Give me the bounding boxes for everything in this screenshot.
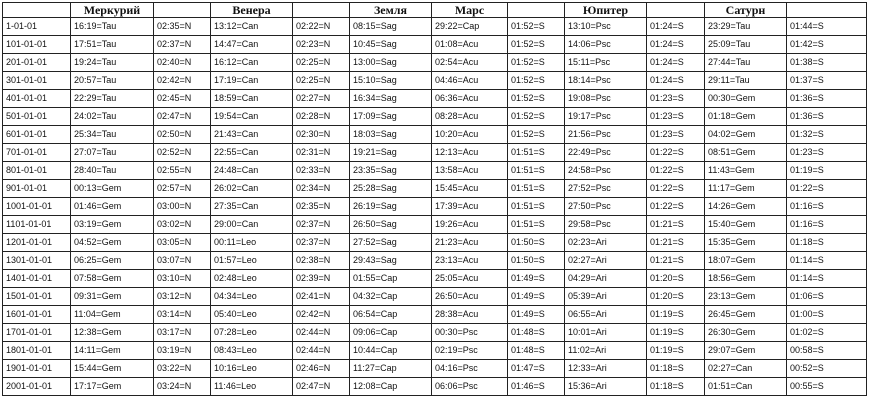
value-cell: 02:22=N — [293, 18, 350, 36]
value-cell: 00:30=Gem — [705, 90, 787, 108]
value-cell: 01:21=S — [647, 252, 705, 270]
value-cell: 02:25=N — [293, 54, 350, 72]
value-cell: 01:19=S — [647, 342, 705, 360]
value-cell: 01:22=S — [647, 180, 705, 198]
table-row — [3, 54, 867, 72]
value-cell: 09:31=Gem — [71, 288, 154, 306]
date-cell: 201-01-01 — [3, 54, 71, 72]
date-cell: 901-01-01 — [3, 180, 71, 198]
value-cell: 29:58=Psc — [565, 216, 647, 234]
value-cell: 01:52=S — [508, 108, 565, 126]
value-cell: 01:23=S — [647, 126, 705, 144]
value-cell: 01:21=S — [647, 216, 705, 234]
value-cell: 02:48=Leo — [211, 270, 293, 288]
value-cell: 01:36=S — [787, 90, 867, 108]
value-cell: 25:34=Tau — [71, 126, 154, 144]
table-row — [3, 72, 867, 90]
value-cell: 29:00=Can — [211, 216, 293, 234]
column-header — [508, 3, 565, 18]
value-cell: 06:36=Acu — [432, 90, 508, 108]
table-row — [3, 252, 867, 270]
value-cell: 03:19=N — [154, 342, 211, 360]
value-cell: 03:12=N — [154, 288, 211, 306]
value-cell: 01:32=S — [787, 126, 867, 144]
column-header: Юпитер — [565, 3, 647, 18]
column-header — [3, 3, 71, 18]
value-cell: 02:35=N — [154, 18, 211, 36]
value-cell: 19:08=Psc — [565, 90, 647, 108]
value-cell: 17:09=Sag — [350, 108, 432, 126]
value-cell: 19:26=Acu — [432, 216, 508, 234]
value-cell: 13:00=Sag — [350, 54, 432, 72]
table-row — [3, 180, 867, 198]
value-cell: 14:11=Gem — [71, 342, 154, 360]
value-cell: 01:20=S — [647, 270, 705, 288]
date-cell: 1001-01-01 — [3, 198, 71, 216]
table-row — [3, 306, 867, 324]
table-row — [3, 90, 867, 108]
value-cell: 05:39=Ari — [565, 288, 647, 306]
value-cell: 26:50=Acu — [432, 288, 508, 306]
value-cell: 00:11=Leo — [211, 234, 293, 252]
value-cell: 07:28=Leo — [211, 324, 293, 342]
value-cell: 26:02=Can — [211, 180, 293, 198]
value-cell: 01:51=S — [508, 180, 565, 198]
value-cell: 01:22=S — [647, 162, 705, 180]
value-cell: 01:23=S — [787, 144, 867, 162]
value-cell: 15:36=Ari — [565, 378, 647, 396]
value-cell: 18:56=Gem — [705, 270, 787, 288]
column-header: Венера — [211, 3, 293, 18]
value-cell: 02:27=Ari — [565, 252, 647, 270]
value-cell: 01:46=S — [508, 378, 565, 396]
value-cell: 01:18=Gem — [705, 108, 787, 126]
date-cell: 701-01-01 — [3, 144, 71, 162]
value-cell: 06:25=Gem — [71, 252, 154, 270]
value-cell: 11:02=Ari — [565, 342, 647, 360]
value-cell: 04:52=Gem — [71, 234, 154, 252]
value-cell: 04:29=Ari — [565, 270, 647, 288]
value-cell: 26:50=Sag — [350, 216, 432, 234]
column-header: Меркурий — [71, 3, 154, 18]
table-row — [3, 162, 867, 180]
value-cell: 01:48=S — [508, 342, 565, 360]
value-cell: 01:52=S — [508, 126, 565, 144]
value-cell: 03:10=N — [154, 270, 211, 288]
value-cell: 16:34=Sag — [350, 90, 432, 108]
value-cell: 12:38=Gem — [71, 324, 154, 342]
value-cell: 02:35=N — [293, 198, 350, 216]
value-cell: 17:17=Gem — [71, 378, 154, 396]
date-cell: 101-01-01 — [3, 36, 71, 54]
value-cell: 16:12=Can — [211, 54, 293, 72]
date-cell: 1401-01-01 — [3, 270, 71, 288]
value-cell: 01:24=S — [647, 18, 705, 36]
value-cell: 02:33=N — [293, 162, 350, 180]
date-cell: 1301-01-01 — [3, 252, 71, 270]
column-header — [647, 3, 705, 18]
date-cell: 1201-01-01 — [3, 234, 71, 252]
value-cell: 00:30=Psc — [432, 324, 508, 342]
value-cell: 10:16=Leo — [211, 360, 293, 378]
value-cell: 11:17=Gem — [705, 180, 787, 198]
value-cell: 05:40=Leo — [211, 306, 293, 324]
column-header — [787, 3, 867, 18]
value-cell: 06:55=Ari — [565, 306, 647, 324]
value-cell: 27:52=Sag — [350, 234, 432, 252]
value-cell: 19:21=Sag — [350, 144, 432, 162]
value-cell: 01:22=S — [647, 144, 705, 162]
table-row — [3, 198, 867, 216]
date-cell: 1-01-01 — [3, 18, 71, 36]
value-cell: 02:54=Acu — [432, 54, 508, 72]
value-cell: 23:13=Acu — [432, 252, 508, 270]
value-cell: 01:52=S — [508, 36, 565, 54]
value-cell: 19:24=Tau — [71, 54, 154, 72]
value-cell: 03:05=N — [154, 234, 211, 252]
value-cell: 03:22=N — [154, 360, 211, 378]
value-cell: 09:06=Cap — [350, 324, 432, 342]
table-row — [3, 324, 867, 342]
value-cell: 01:14=S — [787, 252, 867, 270]
value-cell: 01:50=S — [508, 252, 565, 270]
value-cell: 02:23=Ari — [565, 234, 647, 252]
value-cell: 02:47=N — [293, 378, 350, 396]
value-cell: 02:28=N — [293, 108, 350, 126]
value-cell: 10:44=Cap — [350, 342, 432, 360]
table-row — [3, 144, 867, 162]
value-cell: 17:51=Tau — [71, 36, 154, 54]
date-cell: 801-01-01 — [3, 162, 71, 180]
value-cell: 26:45=Gem — [705, 306, 787, 324]
value-cell: 01:18=S — [787, 234, 867, 252]
value-cell: 01:51=Can — [705, 378, 787, 396]
value-cell: 02:38=N — [293, 252, 350, 270]
value-cell: 01:24=S — [647, 36, 705, 54]
value-cell: 02:46=N — [293, 360, 350, 378]
value-cell: 02:44=N — [293, 342, 350, 360]
value-cell: 21:23=Acu — [432, 234, 508, 252]
table-row — [3, 288, 867, 306]
value-cell: 24:58=Psc — [565, 162, 647, 180]
value-cell: 02:27=Can — [705, 360, 787, 378]
column-header: Сатурн — [705, 3, 787, 18]
value-cell: 16:19=Tau — [71, 18, 154, 36]
table-row — [3, 108, 867, 126]
header-row — [3, 3, 867, 18]
value-cell: 02:42=N — [154, 72, 211, 90]
value-cell: 14:26=Gem — [705, 198, 787, 216]
value-cell: 21:43=Can — [211, 126, 293, 144]
value-cell: 18:07=Gem — [705, 252, 787, 270]
value-cell: 07:58=Gem — [71, 270, 154, 288]
value-cell: 03:17=N — [154, 324, 211, 342]
value-cell: 04:46=Acu — [432, 72, 508, 90]
value-cell: 04:02=Gem — [705, 126, 787, 144]
value-cell: 01:46=Gem — [71, 198, 154, 216]
value-cell: 17:19=Can — [211, 72, 293, 90]
value-cell: 19:54=Can — [211, 108, 293, 126]
value-cell: 01:00=S — [787, 306, 867, 324]
value-cell: 01:19=S — [647, 306, 705, 324]
value-cell: 02:57=N — [154, 180, 211, 198]
value-cell: 01:52=S — [508, 18, 565, 36]
value-cell: 24:48=Can — [211, 162, 293, 180]
value-cell: 08:51=Gem — [705, 144, 787, 162]
value-cell: 27:07=Tau — [71, 144, 154, 162]
value-cell: 02:52=N — [154, 144, 211, 162]
date-cell: 1101-01-01 — [3, 216, 71, 234]
value-cell: 21:56=Psc — [565, 126, 647, 144]
value-cell: 01:52=S — [508, 90, 565, 108]
value-cell: 01:48=S — [508, 324, 565, 342]
planet-position-table — [2, 2, 867, 396]
value-cell: 13:10=Psc — [565, 18, 647, 36]
value-cell: 13:12=Can — [211, 18, 293, 36]
value-cell: 01:18=S — [647, 360, 705, 378]
value-cell: 03:07=N — [154, 252, 211, 270]
value-cell: 03:19=Gem — [71, 216, 154, 234]
value-cell: 12:33=Ari — [565, 360, 647, 378]
value-cell: 01:24=S — [647, 72, 705, 90]
value-cell: 01:47=S — [508, 360, 565, 378]
value-cell: 06:54=Cap — [350, 306, 432, 324]
value-cell: 02:25=N — [293, 72, 350, 90]
value-cell: 18:59=Can — [211, 90, 293, 108]
value-cell: 01:14=S — [787, 270, 867, 288]
value-cell: 04:32=Cap — [350, 288, 432, 306]
value-cell: 01:22=S — [647, 198, 705, 216]
table-row — [3, 216, 867, 234]
value-cell: 11:04=Gem — [71, 306, 154, 324]
value-cell: 01:38=S — [787, 54, 867, 72]
value-cell: 03:24=N — [154, 378, 211, 396]
value-cell: 02:19=Psc — [432, 342, 508, 360]
table-body — [3, 18, 867, 396]
value-cell: 02:37=N — [293, 216, 350, 234]
value-cell: 01:16=S — [787, 216, 867, 234]
value-cell: 11:46=Leo — [211, 378, 293, 396]
value-cell: 01:08=Acu — [432, 36, 508, 54]
value-cell: 10:20=Acu — [432, 126, 508, 144]
value-cell: 13:58=Acu — [432, 162, 508, 180]
value-cell: 01:16=S — [787, 198, 867, 216]
value-cell: 22:55=Can — [211, 144, 293, 162]
date-cell: 1601-01-01 — [3, 306, 71, 324]
value-cell: 01:49=S — [508, 288, 565, 306]
value-cell: 19:17=Psc — [565, 108, 647, 126]
value-cell: 29:22=Cap — [432, 18, 508, 36]
table-wrapper — [2, 2, 866, 396]
value-cell: 01:19=S — [647, 324, 705, 342]
value-cell: 15:11=Psc — [565, 54, 647, 72]
value-cell: 02:23=N — [293, 36, 350, 54]
value-cell: 12:13=Acu — [432, 144, 508, 162]
value-cell: 02:45=N — [154, 90, 211, 108]
value-cell: 02:37=N — [293, 234, 350, 252]
value-cell: 11:43=Gem — [705, 162, 787, 180]
value-cell: 29:43=Sag — [350, 252, 432, 270]
value-cell: 25:28=Sag — [350, 180, 432, 198]
value-cell: 23:29=Tau — [705, 18, 787, 36]
value-cell: 01:49=S — [508, 306, 565, 324]
value-cell: 15:45=Acu — [432, 180, 508, 198]
value-cell: 02:50=N — [154, 126, 211, 144]
value-cell: 15:10=Sag — [350, 72, 432, 90]
value-cell: 18:14=Psc — [565, 72, 647, 90]
value-cell: 02:37=N — [154, 36, 211, 54]
value-cell: 20:57=Tau — [71, 72, 154, 90]
value-cell: 02:27=N — [293, 90, 350, 108]
value-cell: 11:27=Cap — [350, 360, 432, 378]
value-cell: 10:45=Sag — [350, 36, 432, 54]
value-cell: 03:02=N — [154, 216, 211, 234]
table-row — [3, 342, 867, 360]
value-cell: 01:55=Cap — [350, 270, 432, 288]
column-header — [293, 3, 350, 18]
date-cell: 601-01-01 — [3, 126, 71, 144]
value-cell: 08:43=Leo — [211, 342, 293, 360]
date-cell: 2001-01-01 — [3, 378, 71, 396]
date-cell: 501-01-01 — [3, 108, 71, 126]
value-cell: 00:13=Gem — [71, 180, 154, 198]
value-cell: 02:30=N — [293, 126, 350, 144]
value-cell: 15:40=Gem — [705, 216, 787, 234]
value-cell: 28:40=Tau — [71, 162, 154, 180]
value-cell: 15:35=Gem — [705, 234, 787, 252]
column-header: Земля — [350, 3, 432, 18]
value-cell: 01:44=S — [787, 18, 867, 36]
value-cell: 01:36=S — [787, 108, 867, 126]
value-cell: 02:47=N — [154, 108, 211, 126]
value-cell: 01:37=S — [787, 72, 867, 90]
value-cell: 02:44=N — [293, 324, 350, 342]
value-cell: 01:06=S — [787, 288, 867, 306]
value-cell: 01:52=S — [508, 72, 565, 90]
value-cell: 15:44=Gem — [71, 360, 154, 378]
value-cell: 24:02=Tau — [71, 108, 154, 126]
value-cell: 08:28=Acu — [432, 108, 508, 126]
value-cell: 14:47=Can — [211, 36, 293, 54]
value-cell: 01:21=S — [647, 234, 705, 252]
value-cell: 02:34=N — [293, 180, 350, 198]
table-row — [3, 378, 867, 396]
value-cell: 02:31=N — [293, 144, 350, 162]
value-cell: 03:00=N — [154, 198, 211, 216]
value-cell: 26:19=Sag — [350, 198, 432, 216]
value-cell: 01:51=S — [508, 198, 565, 216]
value-cell: 29:07=Gem — [705, 342, 787, 360]
value-cell: 22:49=Psc — [565, 144, 647, 162]
value-cell: 29:11=Tau — [705, 72, 787, 90]
value-cell: 23:13=Gem — [705, 288, 787, 306]
value-cell: 22:29=Tau — [71, 90, 154, 108]
value-cell: 02:39=N — [293, 270, 350, 288]
value-cell: 01:49=S — [508, 270, 565, 288]
value-cell: 02:41=N — [293, 288, 350, 306]
value-cell: 04:34=Leo — [211, 288, 293, 306]
value-cell: 02:55=N — [154, 162, 211, 180]
value-cell: 12:08=Cap — [350, 378, 432, 396]
value-cell: 02:40=N — [154, 54, 211, 72]
date-cell: 301-01-01 — [3, 72, 71, 90]
date-cell: 1701-01-01 — [3, 324, 71, 342]
column-header — [154, 3, 211, 18]
value-cell: 27:44=Tau — [705, 54, 787, 72]
date-cell: 1901-01-01 — [3, 360, 71, 378]
value-cell: 10:01=Ari — [565, 324, 647, 342]
value-cell: 01:51=S — [508, 216, 565, 234]
value-cell: 01:57=Leo — [211, 252, 293, 270]
value-cell: 27:52=Psc — [565, 180, 647, 198]
value-cell: 14:06=Psc — [565, 36, 647, 54]
value-cell: 17:39=Acu — [432, 198, 508, 216]
value-cell: 01:18=S — [647, 378, 705, 396]
table-row — [3, 234, 867, 252]
date-cell: 1801-01-01 — [3, 342, 71, 360]
value-cell: 01:23=S — [647, 90, 705, 108]
value-cell: 04:16=Psc — [432, 360, 508, 378]
value-cell: 26:30=Gem — [705, 324, 787, 342]
table-row — [3, 360, 867, 378]
table-row — [3, 18, 867, 36]
value-cell: 01:42=S — [787, 36, 867, 54]
value-cell: 02:42=N — [293, 306, 350, 324]
value-cell: 25:09=Tau — [705, 36, 787, 54]
value-cell: 01:51=S — [508, 144, 565, 162]
value-cell: 01:22=S — [787, 180, 867, 198]
value-cell: 01:24=S — [647, 54, 705, 72]
table-row — [3, 36, 867, 54]
date-cell: 1501-01-01 — [3, 288, 71, 306]
value-cell: 27:35=Can — [211, 198, 293, 216]
table-row — [3, 270, 867, 288]
value-cell: 27:50=Psc — [565, 198, 647, 216]
value-cell: 01:20=S — [647, 288, 705, 306]
value-cell: 03:14=N — [154, 306, 211, 324]
value-cell: 00:58=S — [787, 342, 867, 360]
value-cell: 25:05=Acu — [432, 270, 508, 288]
value-cell: 01:50=S — [508, 234, 565, 252]
column-header: Марс — [432, 3, 508, 18]
value-cell: 01:19=S — [787, 162, 867, 180]
date-cell: 401-01-01 — [3, 90, 71, 108]
value-cell: 28:38=Acu — [432, 306, 508, 324]
value-cell: 01:02=S — [787, 324, 867, 342]
value-cell: 01:23=S — [647, 108, 705, 126]
value-cell: 06:06=Psc — [432, 378, 508, 396]
table-row — [3, 126, 867, 144]
value-cell: 08:15=Sag — [350, 18, 432, 36]
value-cell: 01:51=S — [508, 162, 565, 180]
value-cell: 00:55=S — [787, 378, 867, 396]
value-cell: 01:52=S — [508, 54, 565, 72]
value-cell: 18:03=Sag — [350, 126, 432, 144]
value-cell: 23:35=Sag — [350, 162, 432, 180]
value-cell: 00:52=S — [787, 360, 867, 378]
